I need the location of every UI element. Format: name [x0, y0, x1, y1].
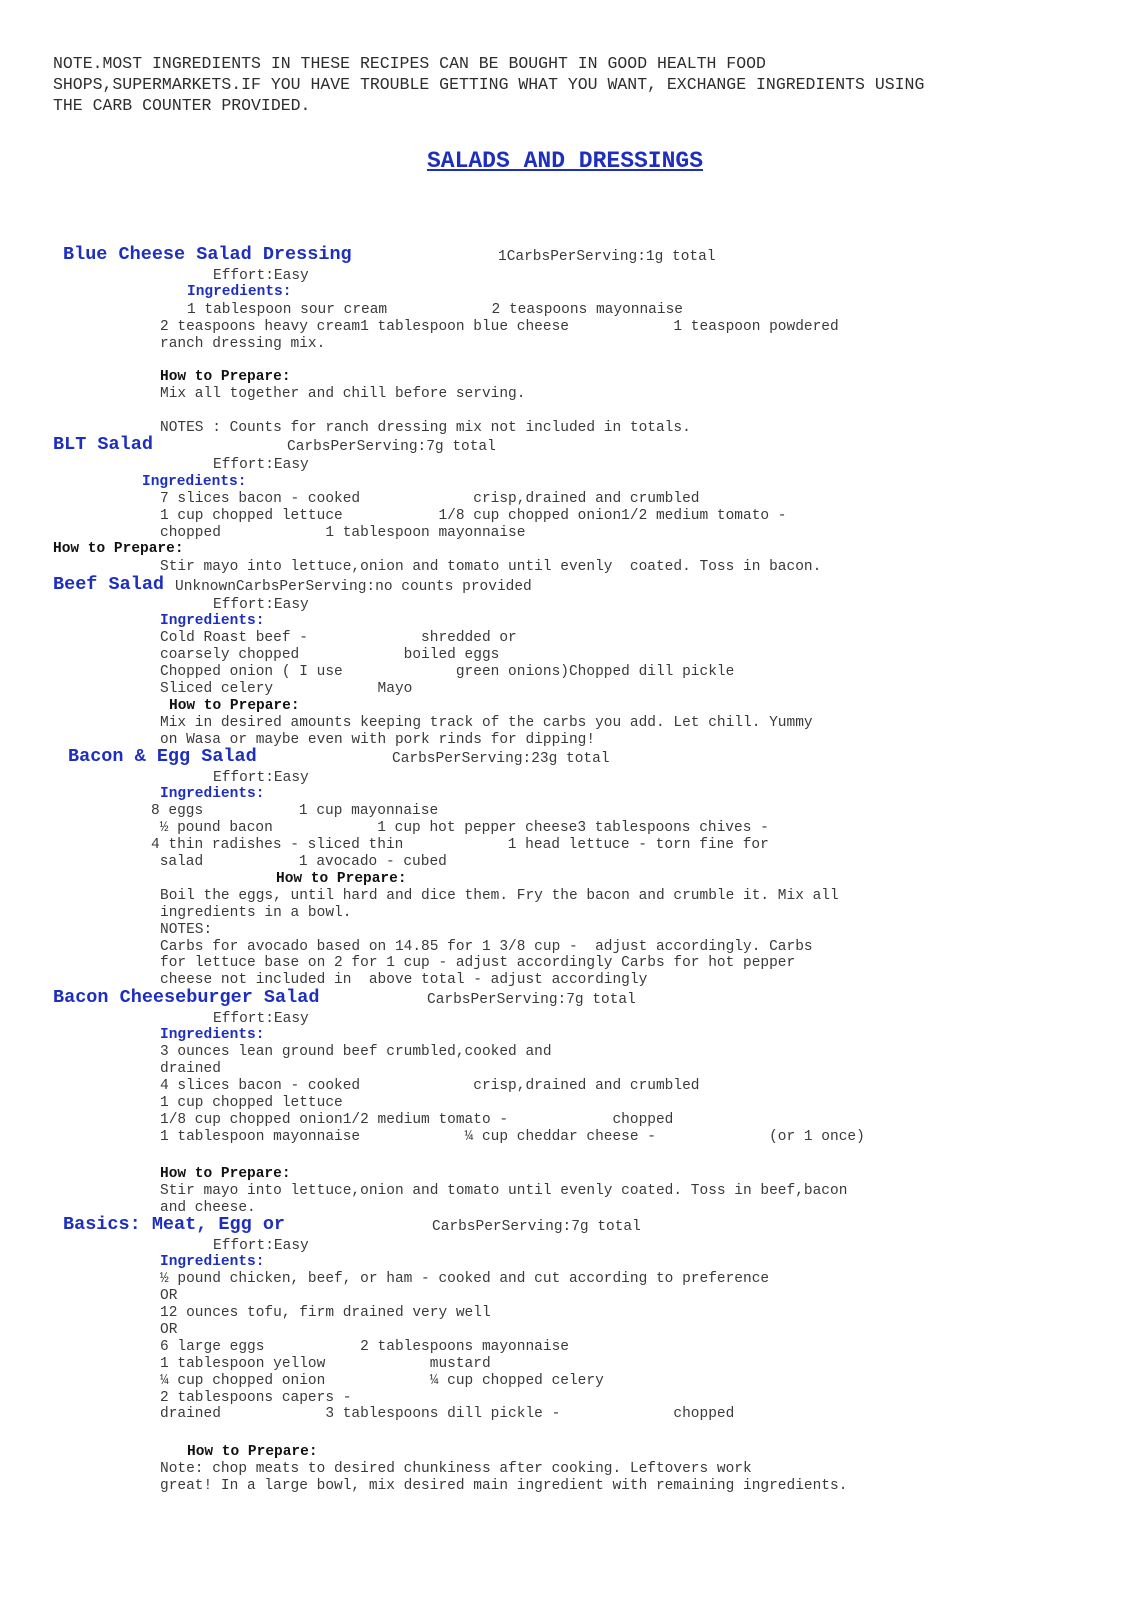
ingredient-line: 1 tablespoon mayonnaise ¼ cup cheddar cheese - (or 1 once) [160, 1129, 865, 1145]
ingredients-label: Ingredients: [160, 786, 265, 802]
ingredient-line: chopped 1 tablespoon mayonnaise [160, 525, 526, 541]
preparation-text: Mix in desired amounts keeping track of the carbs you add. Let chill. Yummy [160, 715, 813, 731]
preparation-text: great! In a large bowl, mix desired main ingredient with remaining ingredients. [160, 1478, 848, 1494]
effort-label: Effort:Easy [213, 597, 309, 613]
effort-label: Effort:Easy [213, 457, 309, 473]
how-to-prepare-label: How to Prepare: [160, 369, 291, 385]
ingredient-line: OR [160, 1288, 178, 1304]
effort-label: Effort:Easy [213, 770, 309, 786]
preparation-text: Mix all together and chill before serving. [160, 386, 526, 402]
preparation-text: ingredients in a bowl. [160, 905, 352, 921]
ingredient-line: 1 tablespoon sour cream 2 teaspoons mayonnaise [187, 302, 683, 318]
ingredient-line: 4 slices bacon - cooked crisp,drained and crumbled [160, 1078, 700, 1094]
ingredient-line: coarsely chopped boiled eggs [160, 647, 500, 663]
how-to-prepare-label: How to Prepare: [160, 1166, 291, 1182]
ingredients-label: Ingredients: [160, 1027, 265, 1043]
ingredient-line: 8 eggs 1 cup mayonnaise [151, 803, 439, 819]
recipe-title: Basics: Meat, Egg or [63, 1214, 286, 1235]
ingredient-line: 1 cup chopped lettuce 1/8 cup chopped onion1/2 medium tomato - [160, 508, 787, 524]
how-to-prepare-label: How to Prepare: [169, 698, 300, 714]
recipe-notes: for lettuce base on 2 for 1 cup - adjust accordingly Carbs for hot pepper [160, 955, 796, 971]
ingredient-line: Sliced celery Mayo [160, 681, 413, 697]
ingredient-line: 2 tablespoons capers - [160, 1390, 352, 1406]
ingredient-line: ¼ cup chopped onion ¼ cup chopped celery [160, 1373, 604, 1389]
ingredient-line: drained 3 tablespoons dill pickle - chopped [160, 1406, 735, 1422]
ingredient-line: Chopped onion ( I use green onions)Chopped dill pickle [160, 664, 735, 680]
recipe-notes: NOTES : Counts for ranch dressing mix not included in totals. [160, 420, 691, 436]
ingredient-line: 1 tablespoon yellow mustard [160, 1356, 491, 1372]
ingredient-line: 2 teaspoons heavy cream1 tablespoon blue cheese 1 teaspoon powdered [160, 319, 839, 335]
recipe-title: Bacon & Egg Salad [68, 746, 257, 767]
carbs-per-serving: CarbsPerServing:7g total [427, 992, 636, 1008]
page-title: SALADS AND DRESSINGS [426, 148, 704, 174]
effort-label: Effort:Easy [213, 268, 309, 284]
carbs-per-serving: UnknownCarbsPerServing:no counts provided [175, 579, 532, 595]
ingredient-line: 6 large eggs 2 tablespoons mayonnaise [160, 1339, 569, 1355]
how-to-prepare-label: How to Prepare: [187, 1444, 318, 1460]
how-to-prepare-label: How to Prepare: [276, 871, 407, 887]
carbs-per-serving: CarbsPerServing:7g total [287, 439, 496, 455]
ingredient-line: 1 cup chopped lettuce [160, 1095, 343, 1111]
preparation-text: on Wasa or maybe even with pork rinds for dipping! [160, 732, 596, 748]
ingredients-label: Ingredients: [142, 474, 247, 490]
recipe-notes: cheese not included in above total - adjust accordingly [160, 972, 648, 988]
ingredients-label: Ingredients: [187, 284, 292, 300]
ingredient-line: drained [160, 1061, 221, 1077]
ingredient-line: ranch dressing mix. [160, 336, 326, 352]
preparation-text: Boil the eggs, until hard and dice them. Fry the bacon and crumble it. Mix all [160, 888, 839, 904]
recipe-title: Beef Salad [53, 574, 165, 595]
note-line-2: SHOPS,SUPERMARKETS.IF YOU HAVE TROUBLE GETTING WHAT YOU WANT, EXCHANGE INGREDIENTS USING [53, 75, 925, 94]
ingredients-label: Ingredients: [160, 613, 265, 629]
note-line-3: THE CARB COUNTER PROVIDED. [53, 96, 311, 115]
effort-label: Effort:Easy [213, 1238, 309, 1254]
recipe-title: Bacon Cheeseburger Salad [53, 987, 320, 1008]
recipe-title: Blue Cheese Salad Dressing [63, 244, 352, 265]
notes-label: NOTES: [160, 922, 213, 938]
carbs-per-serving: 1CarbsPerServing:1g total [498, 249, 716, 265]
ingredient-line: 12 ounces tofu, firm drained very well [160, 1305, 491, 1321]
how-to-prepare-label: How to Prepare: [53, 541, 184, 557]
ingredient-line: Cold Roast beef - shredded or [160, 630, 517, 646]
ingredient-line: ½ pound bacon 1 cup hot pepper cheese3 tablespoons chives - [151, 820, 769, 836]
effort-label: Effort:Easy [213, 1011, 309, 1027]
ingredient-line: OR [160, 1322, 178, 1338]
carbs-per-serving: CarbsPerServing:7g total [432, 1219, 641, 1235]
carbs-per-serving: CarbsPerServing:23g total [392, 751, 610, 767]
recipe-notes: Carbs for avocado based on 14.85 for 1 3/8 cup - adjust accordingly. Carbs [160, 939, 813, 955]
ingredient-line: 3 ounces lean ground beef crumbled,cooked and [160, 1044, 552, 1060]
ingredient-line: ½ pound chicken, beef, or ham - cooked and cut according to preference [160, 1271, 770, 1287]
preparation-text: Stir mayo into lettuce,onion and tomato until evenly coated. Toss in beef,bacon [160, 1183, 848, 1199]
preparation-text: Stir mayo into lettuce,onion and tomato until evenly coated. Toss in bacon. [160, 559, 822, 575]
ingredient-line: 1/8 cup chopped onion1/2 medium tomato - chopped [160, 1112, 674, 1128]
preparation-text: Note: chop meats to desired chunkiness after cooking. Leftovers work [160, 1461, 752, 1477]
ingredient-line: 7 slices bacon - cooked crisp,drained and crumbled [160, 491, 700, 507]
ingredient-line: 4 thin radishes - sliced thin 1 head lettuce - torn fine for [151, 837, 769, 853]
preparation-text: and cheese. [160, 1200, 256, 1216]
ingredient-line: salad 1 avocado - cubed [151, 854, 447, 870]
ingredients-label: Ingredients: [160, 1254, 265, 1270]
recipe-title: BLT Salad [53, 434, 153, 455]
note-line-1: NOTE.MOST INGREDIENTS IN THESE RECIPES CAN BE BOUGHT IN GOOD HEALTH FOOD [53, 54, 766, 73]
